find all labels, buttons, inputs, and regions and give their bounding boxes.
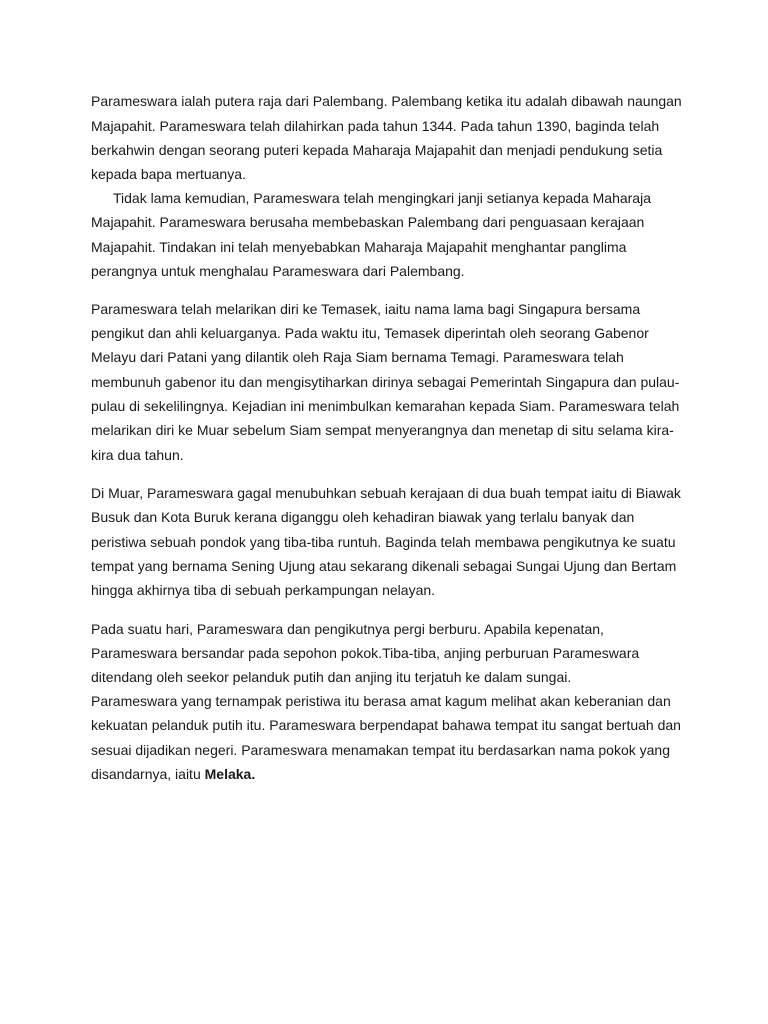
paragraph-3-line-2: pengikut dan ahli keluarganya. Pada waktu itu, Temasek diperintah oleh seorang Gabenor bbox=[91, 325, 649, 341]
paragraph-2-line-1: Tidak lama kemudian, Parameswara telah mengingkari janji setianya kepada Maharaja bbox=[113, 190, 651, 206]
paragraph-5-line-3: ditendang oleh seekor pelanduk putih dan anjing itu terjatuh ke dalam sungai. bbox=[91, 669, 572, 685]
paragraph-4-line-2: Busuk dan Kota Buruk kerana diganggu oleh kehadiran biawak yang terlalu banyak dan bbox=[91, 509, 635, 525]
paragraph-1-line-2: Majapahit. Parameswara telah dilahirkan pada tahun 1344. Pada tahun 1390, baginda telah bbox=[91, 118, 660, 134]
paragraph-1-line-4: kepada bapa mertuanya. bbox=[91, 166, 246, 182]
paragraph-5-line-5: kekuatan pelanduk putih itu. Parameswara berpendapat bahawa tempat itu sangat bertuah dan bbox=[91, 717, 681, 733]
paragraph-4-line-3: peristiwa sebuah pondok yang tiba-tiba runtuh. Baginda telah membawa pengikutnya ke suatu bbox=[91, 534, 676, 550]
last-line-text: disandarnya, iaitu bbox=[91, 766, 205, 782]
paragraph-3-line-1: Parameswara telah melarikan diri ke Temasek, iaitu nama lama bagi Singapura bersama bbox=[91, 301, 641, 317]
melaka-bold-text: Melaka. bbox=[204, 766, 256, 782]
paragraph-3-line-3: Melayu dari Patani yang dilantik oleh Raja Siam bernama Temagi. Parameswara telah bbox=[91, 349, 624, 365]
paragraph-5-line-1: Pada suatu hari, Parameswara dan pengikutnya pergi berburu. Apabila kepenatan, bbox=[91, 621, 604, 637]
paragraph-1-line-3: berkahwin dengan seorang puteri kepada Maharaja Majapahit dan menjadi pendukung setia bbox=[91, 142, 663, 158]
paragraph-3-line-6: melarikan diri ke Muar sebelum Siam sempat menyerangnya dan menetap di situ selama kira- bbox=[91, 422, 674, 438]
paragraph-3-line-4: membunuh gabenor itu dan mengisytiharkan dirinya sebagai Pemerintah Singapura dan pulau- bbox=[91, 374, 680, 390]
paragraph-2-line-3: Majapahit. Tindakan ini telah menyebabkan Maharaja Majapahit menghantar panglima bbox=[91, 239, 627, 255]
paragraph-5-line-6: sesuai dijadikan negeri. Parameswara menamakan tempat itu berdasarkan nama pokok yang bbox=[91, 742, 670, 758]
paragraph-5-line-7 bbox=[91, 765, 255, 783]
paragraph-1-line-1: Parameswara ialah putera raja dari Palembang. Palembang ketika itu adalah dibawah naungan bbox=[91, 93, 682, 109]
paragraph-3-line-7: kira dua tahun. bbox=[91, 447, 184, 463]
paragraph-4-line-1: Di Muar, Parameswara gagal menubuhkan sebuah kerajaan di dua buah tempat iaitu di Biawak bbox=[91, 485, 681, 501]
paragraph-4-line-5: hingga akhirnya tiba di sebuah perkampungan nelayan. bbox=[91, 582, 436, 598]
paragraph-4-line-4: tempat yang bernama Sening Ujung atau sekarang dikenali sebagai Sungai Ujung dan Bertam bbox=[91, 558, 677, 574]
paragraph-2-line-2: Majapahit. Parameswara berusaha membebaskan Palembang dari penguasaan kerajaan bbox=[91, 214, 645, 230]
paragraph-3-line-5: pulau di sekelilingnya. Kejadian ini menimbulkan kemarahan kepada Siam. Parameswara telah bbox=[91, 398, 680, 414]
paragraph-5-line-2: Parameswara bersandar pada sepohon pokok.Tiba-tiba, anjing perburuan Parameswara bbox=[91, 645, 640, 661]
paragraph-2-line-4: perangnya untuk menghalau Parameswara dari Palembang. bbox=[91, 263, 465, 279]
paragraph-5-line-4: Parameswara yang ternampak peristiwa itu berasa amat kagum melihat akan keberanian dan bbox=[91, 693, 671, 709]
